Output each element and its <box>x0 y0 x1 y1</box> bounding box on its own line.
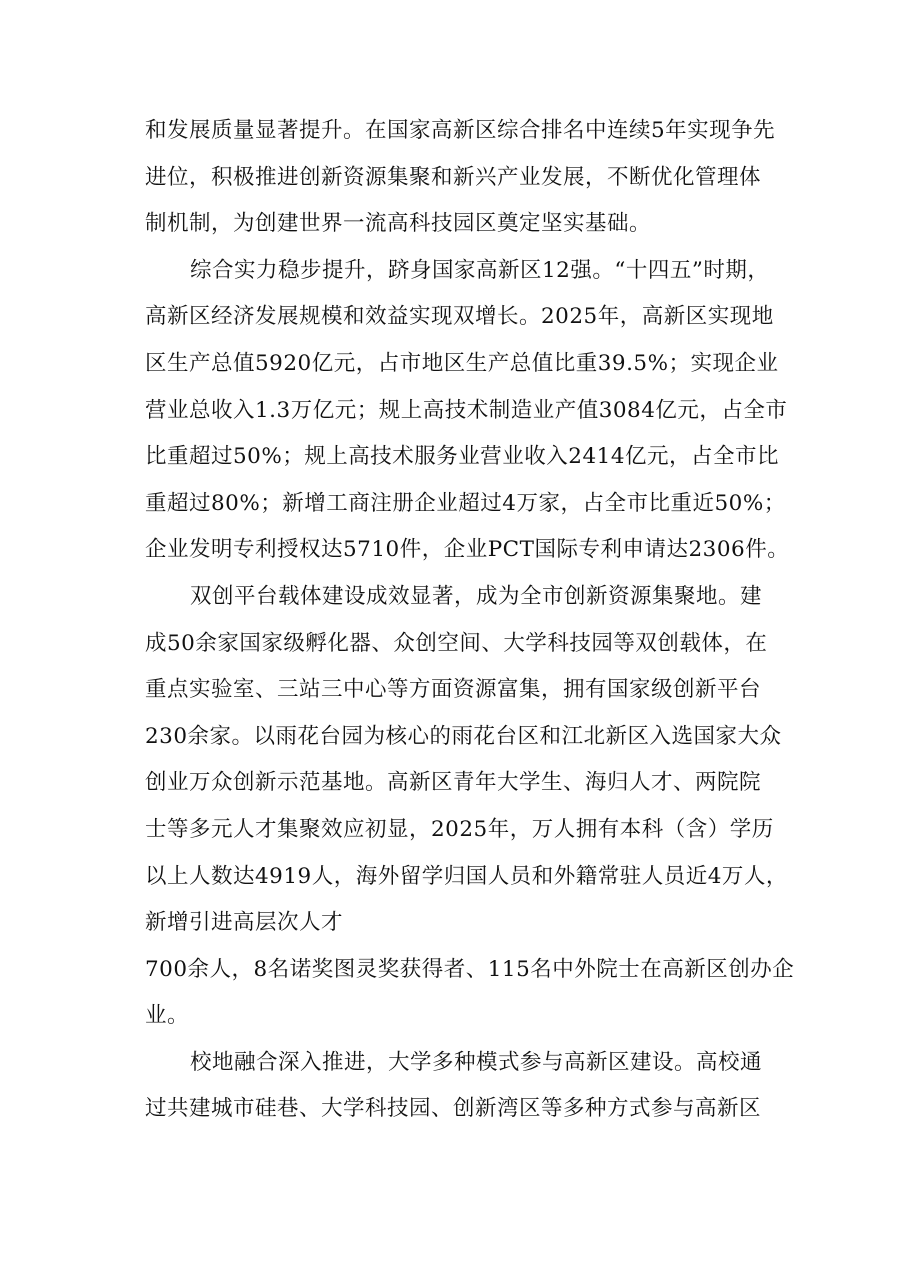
text-line: 进位，积极推进创新资源集聚和新兴产业发展，不断优化管理体 <box>145 164 762 190</box>
text-line: 700余人，8名诺奖图灵奖获得者、115名中外院士在高新区创办企 <box>145 956 795 982</box>
text-line: 高新区经济发展规模和效益实现双增长。2025年，高新区实现地 <box>145 304 774 330</box>
text-line: 制机制，为创建世界一流高科技园区奠定坚实基础。 <box>145 211 652 237</box>
document-body <box>145 108 795 1133</box>
paragraph-first-line: 校地融合深入推进，大学多种模式参与高新区建设。高校通 <box>190 1049 763 1075</box>
text-line: 以上人数达4919人，海外留学归国人员和外籍常驻人员近4万人， <box>145 863 788 889</box>
paragraph-first-line: 综合实力稳步提升，跻身国家高新区12强。“十四五”时期， <box>190 257 770 283</box>
text-line: 士等多元人才集聚效应初显，2025年，万人拥有本科（含）学历 <box>145 816 774 842</box>
text-line: 营业总收入1.3万亿元；规上高技术制造业产值3084亿元，占全市 <box>145 397 788 423</box>
text-line: 业。 <box>145 1003 190 1029</box>
text-line: 230余家。以雨花台园为核心的雨花台区和江北新区入选国家大众 <box>145 723 782 749</box>
text-line: 成50余家国家级孵化器、众创空间、大学科技园等双创载体，在 <box>145 630 768 656</box>
text-line: 区生产总值5920亿元，占市地区生产总值比重39.5%；实现企业 <box>145 350 779 376</box>
text-line: 重点实验室、三站三中心等方面资源富集，拥有国家级创新平台 <box>145 677 762 703</box>
text-line: 和发展质量显著提升。在国家高新区综合排名中连续5年实现争先 <box>145 118 776 143</box>
text-line: 重超过80%；新增工商注册企业超过4万家，占全市比重近50%； <box>145 490 786 516</box>
paragraph-first-line: 双创平台载体建设成效显著，成为全市创新资源集聚地。建 <box>190 583 763 609</box>
text-line: 创业万众创新示范基地。高新区青年大学生、海归人才、两院院 <box>145 770 762 796</box>
text-line: 新增引进高层次人才 <box>145 910 344 936</box>
text-line: 比重超过50%；规上高技术服务业营业收入2414亿元，占全市比 <box>145 444 780 470</box>
text-line: 企业发明专利授权达5710件，企业PCT国际专利申请达2306件。 <box>145 537 790 563</box>
text-line: 过共建城市硅巷、大学科技园、创新湾区等多种方式参与高新区 <box>145 1096 762 1122</box>
